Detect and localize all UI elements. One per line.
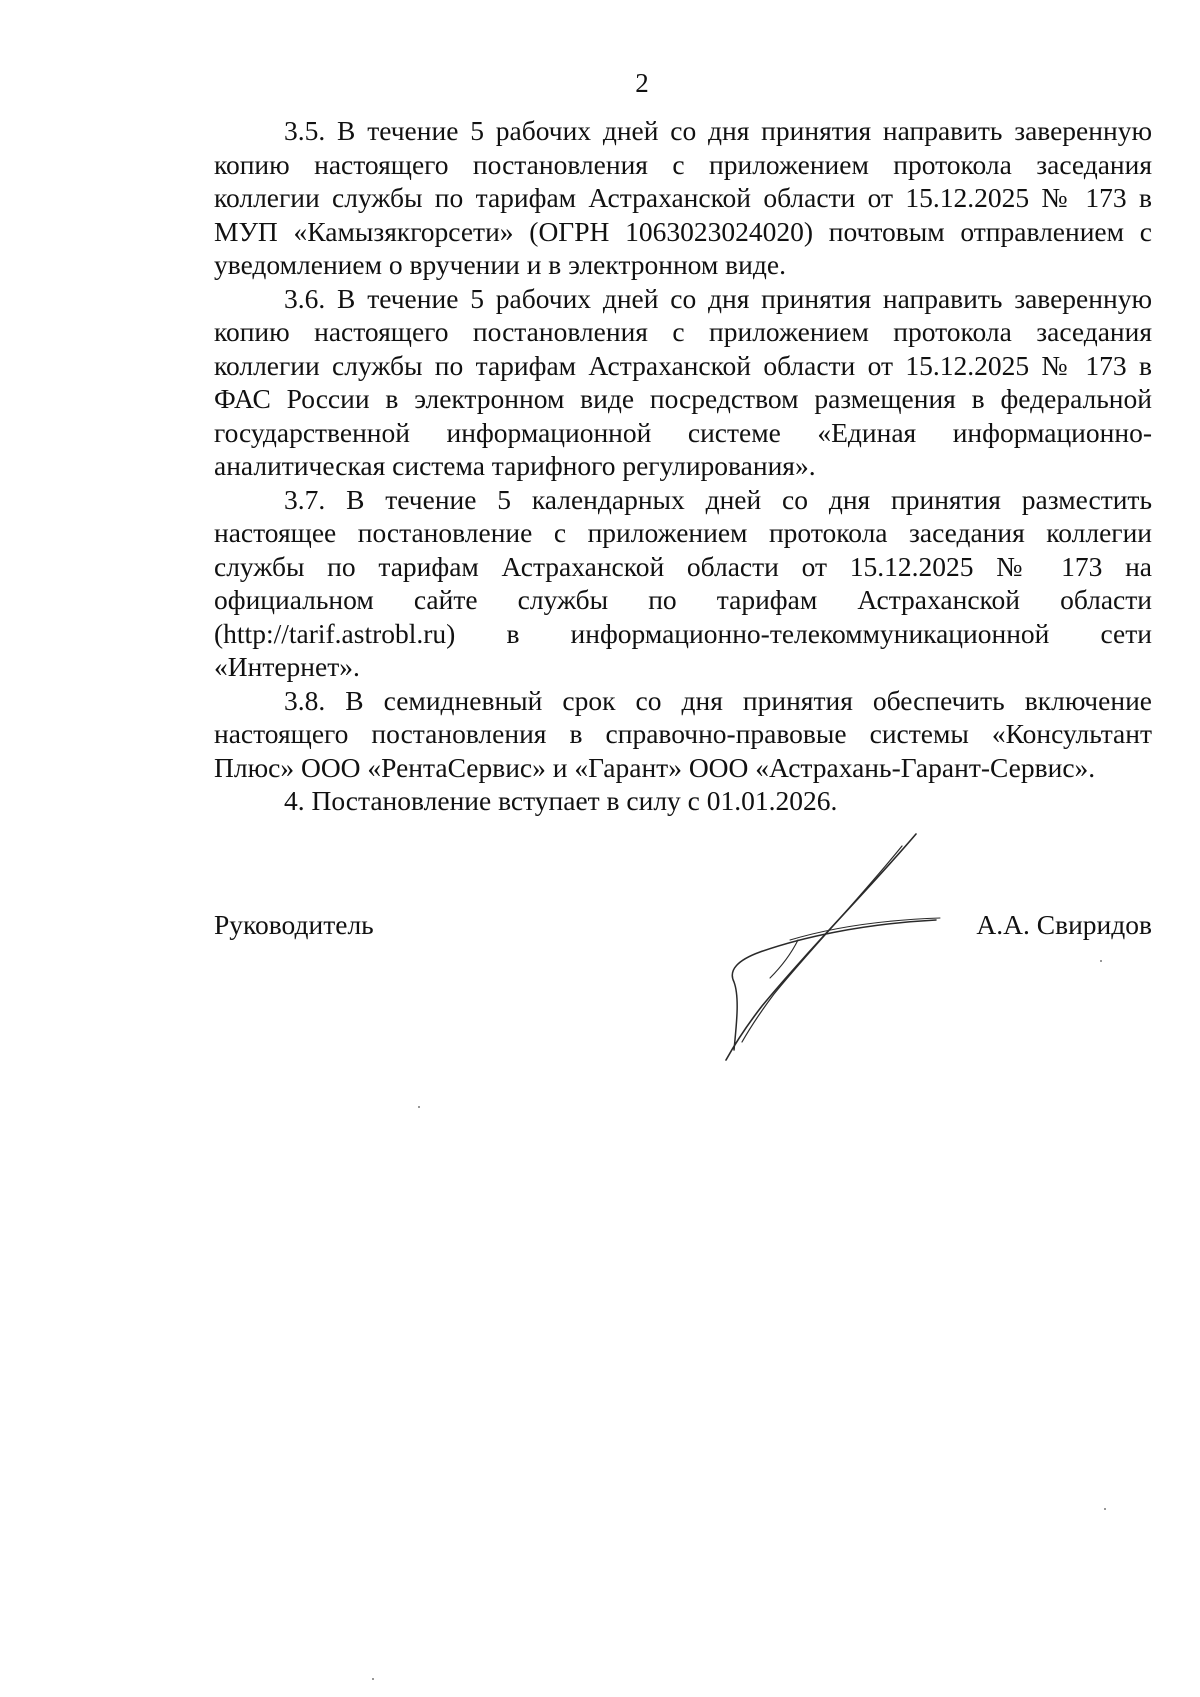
scan-speck [372, 1678, 374, 1680]
paragraph-3-7: 3.7. В течение 5 календарных дней со дня принятия разместить настоящее постановление с приложением протокола заседания коллегии службы по тарифам Астраханской области от 15.12.2025 № 173 на официальном сайте службы по тарифам Астраханской области (http://tarif.astrobl.ru) в информационно-телекоммуникационной сети «Интернет». [214, 483, 1152, 682]
scan-speck [418, 1106, 420, 1108]
paragraph-4: 4. Постановление вступает в силу с 01.01.2026. [284, 785, 838, 816]
paragraph-3-8: 3.8. В семидневный срок со дня принятия обеспечить включение настоящего постановления в справочно-правовые системы «Консультант Плюс» ООО «РентаСервис» и «Гарант» ООО «Астрахань-Гарант-Сервис». [214, 684, 1152, 783]
paragraph-3-6: 3.6. В течение 5 рабочих дней со дня принятия направить заверенную копию настоящего постановления с приложением протокола заседания коллегии службы по тарифам Астраханской области от 15.12.2025 № 173 в ФАС России в электронном виде посредством размещения в федеральной государственной информационной системе «Единая информационно-аналитическая система тарифного регулирования». [214, 282, 1152, 481]
document-body [214, 114, 1152, 818]
scan-speck [1100, 960, 1102, 962]
signatory-name: А.А. Свиридов [976, 909, 1152, 940]
paragraph-3-5: 3.5. В течение 5 рабочих дней со дня принятия направить заверенную копию настоящего постановления с приложением протокола заседания коллегии службы по тарифам Астраханской области от 15.12.2025 № 173 в МУП «Камызякгорсети» (ОГРН 1063023024020) почтовым отправлением с уведомлением о вручении и в электронном виде. [214, 115, 1152, 280]
signatory-title: Руководитель [214, 909, 374, 940]
scan-speck [1104, 1508, 1106, 1510]
handwritten-signature [690, 828, 950, 1068]
page-number: 2 [635, 68, 649, 98]
